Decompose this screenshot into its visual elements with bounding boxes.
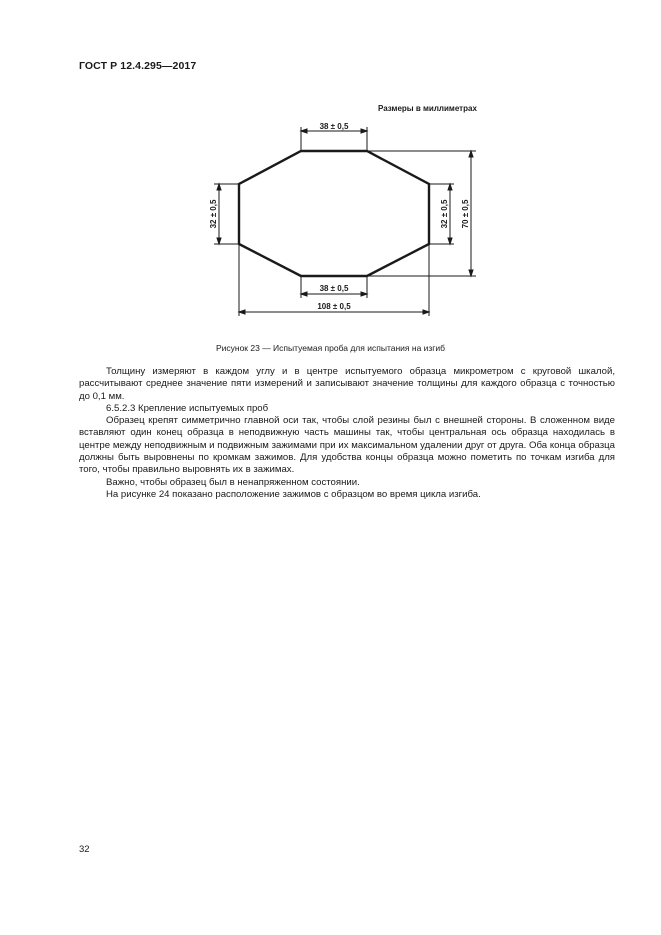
right-inner-height-label: 32 ± 0,5 <box>440 199 449 229</box>
figure-caption: Рисунок 23 — Испытуемая проба для испытания на изгиб <box>215 343 446 353</box>
overall-height-label: 70 ± 0,5 <box>461 199 470 229</box>
dimensions-note: Размеры в миллиметрах <box>378 104 477 113</box>
top-width-label: 38 ± 0,5 <box>319 122 349 131</box>
overall-width-label: 108 ± 0,5 <box>317 302 351 311</box>
paragraph: Толщину измеряют в каждом углу и в центре испытуемого образца микрометром с круговой шкалой, рассчитывают среднее значение пяти измерений и записывают значение толщины для каждого образца с точностью до 0,1 мм. <box>79 366 615 402</box>
bottom-width-label: 38 ± 0,5 <box>319 284 349 293</box>
document-header: ГОСТ Р 12.4.295—2017 <box>79 60 197 72</box>
paragraph: Образец крепят симметрично главной оси так, чтобы слой резины был с внешней стороны. В сложенном виде вставляют один конец образца в неподвижную часть машины так, чтобы центральная ось образца находилась в центре между неподвижным и подвижным зажимами при их максимальном удалении друг от друга. Оба конца образца должны быть выровнены по кромкам зажимов. Для удобства концы образца можно пометить по точкам изгиба для того, чтобы правильно выровнять их в зажимах. <box>79 415 615 476</box>
page-number: 32 <box>79 844 90 855</box>
paragraph: Важно, чтобы образец был в ненапряженном состоянии. <box>106 476 360 488</box>
specimen-drawing <box>0 0 661 330</box>
left-height-label: 32 ± 0,5 <box>209 199 218 229</box>
section-heading: 6.5.2.3 Крепление испытуемых проб <box>106 402 269 414</box>
specimen-outline <box>239 151 429 276</box>
paragraph: На рисунке 24 показано расположение зажимов с образцом во время цикла изгиба. <box>106 488 481 500</box>
overall-height-dimension <box>367 151 476 276</box>
body-text <box>79 366 615 501</box>
